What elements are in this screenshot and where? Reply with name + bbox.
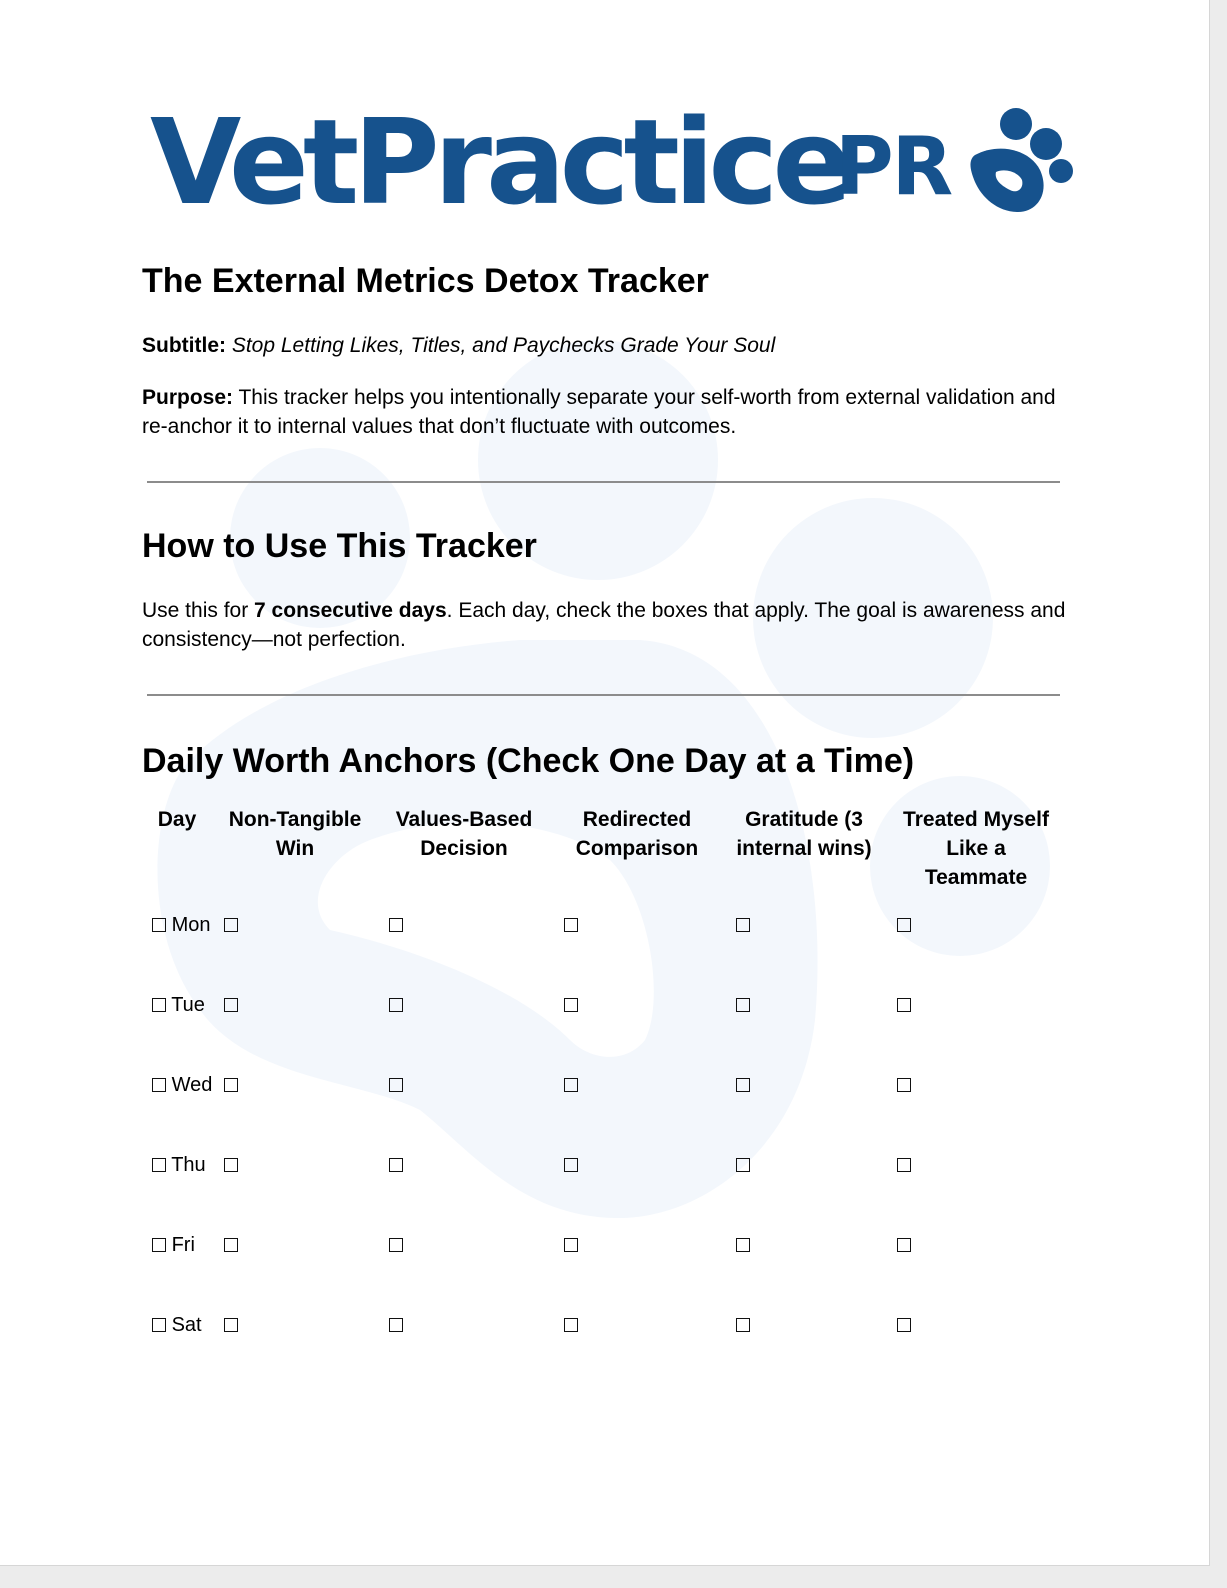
tracker-cell bbox=[224, 1231, 238, 1260]
anchor-checkbox[interactable] bbox=[564, 1238, 578, 1252]
tracker-cell bbox=[736, 1311, 750, 1340]
how-to-paragraph bbox=[142, 596, 1072, 654]
day-cell-mon bbox=[152, 911, 218, 940]
anchor-checkbox[interactable] bbox=[389, 918, 403, 932]
anchor-checkbox[interactable] bbox=[389, 998, 403, 1012]
tracker-cell bbox=[564, 1231, 578, 1260]
anchor-checkbox[interactable] bbox=[897, 998, 911, 1012]
how-to-text-before: Use this for bbox=[142, 599, 255, 622]
tracker-cell bbox=[224, 1151, 238, 1180]
tracker-cell bbox=[897, 911, 911, 940]
column-header-gratitude: Gratitude (3 internal wins) bbox=[736, 808, 872, 860]
anchor-checkbox[interactable] bbox=[389, 1158, 403, 1172]
tracker-cell bbox=[736, 1151, 750, 1180]
page-title: The External Metrics Detox Tracker bbox=[142, 262, 709, 300]
tracker-cell bbox=[736, 991, 750, 1020]
tracker-cell bbox=[564, 1071, 578, 1100]
anchor-checkbox[interactable] bbox=[224, 1078, 238, 1092]
anchor-checkbox[interactable] bbox=[564, 1318, 578, 1332]
subtitle-label: Subtitle: bbox=[142, 334, 226, 357]
anchor-checkbox[interactable] bbox=[897, 918, 911, 932]
tracker-cell bbox=[897, 1231, 911, 1260]
anchor-checkbox[interactable] bbox=[736, 998, 750, 1012]
vetpracticepro-logo bbox=[150, 93, 1065, 231]
day-label: Thu bbox=[171, 1154, 206, 1176]
tracker-cell bbox=[897, 991, 911, 1020]
subtitle-line bbox=[142, 331, 775, 360]
paw-icon bbox=[960, 100, 1080, 220]
tracker-cell bbox=[897, 1151, 911, 1180]
day-label: Sat bbox=[171, 1314, 202, 1336]
anchor-checkbox[interactable] bbox=[224, 1158, 238, 1172]
how-to-text-after: . Each day, check the boxes that apply. The goal is awareness and consistency—not perfection. bbox=[142, 599, 1066, 651]
column-header-non-tangible-win: Non-Tangible Win bbox=[228, 808, 362, 860]
purpose-text: This tracker helps you intentionally separate your self-worth from external validation and re-anchor it to internal values that don’t fluctuate with outcomes. bbox=[142, 386, 1056, 438]
tracker-cell bbox=[736, 1231, 750, 1260]
anchor-checkbox[interactable] bbox=[389, 1318, 403, 1332]
tracker-cell bbox=[564, 991, 578, 1020]
day-checkbox[interactable] bbox=[152, 1318, 166, 1332]
day-label: Wed bbox=[171, 1074, 213, 1096]
anchor-checkbox[interactable] bbox=[736, 1238, 750, 1252]
tracker-cell bbox=[389, 1151, 403, 1180]
anchor-checkbox[interactable] bbox=[897, 1318, 911, 1332]
anchor-checkbox[interactable] bbox=[897, 1078, 911, 1092]
tracker-cell bbox=[224, 911, 238, 940]
tracker-cell bbox=[389, 1071, 403, 1100]
anchor-checkbox[interactable] bbox=[564, 1078, 578, 1092]
horizontal-rule bbox=[147, 481, 1060, 483]
day-checkbox[interactable] bbox=[152, 918, 166, 932]
day-cell-tue bbox=[152, 991, 218, 1020]
day-checkbox[interactable] bbox=[152, 1078, 166, 1092]
anchor-checkbox[interactable] bbox=[736, 1078, 750, 1092]
anchor-checkbox[interactable] bbox=[736, 1158, 750, 1172]
tracker-cell bbox=[736, 911, 750, 940]
day-label: Tue bbox=[171, 994, 205, 1016]
purpose-label: Purpose: bbox=[142, 386, 234, 409]
day-label: Fri bbox=[171, 1234, 195, 1256]
tracker-heading: Daily Worth Anchors (Check One Day at a Time) bbox=[142, 742, 915, 780]
tracker-cell bbox=[224, 991, 238, 1020]
how-to-emphasis: 7 consecutive days bbox=[254, 599, 447, 622]
day-cell-wed bbox=[152, 1071, 218, 1100]
day-cell-sat bbox=[152, 1311, 218, 1340]
tracker-cell bbox=[389, 1231, 403, 1260]
tracker-cell bbox=[224, 1311, 238, 1340]
day-label: Mon bbox=[171, 914, 211, 936]
column-header-day: Day bbox=[157, 808, 197, 831]
tracker-cell bbox=[224, 1071, 238, 1100]
day-checkbox[interactable] bbox=[152, 1238, 166, 1252]
column-header-values-based-decision: Values-Based Decision bbox=[395, 808, 533, 860]
horizontal-rule bbox=[147, 694, 1060, 696]
column-header-treated-myself: Treated Myself Like a Teammate bbox=[903, 808, 1049, 889]
anchor-checkbox[interactable] bbox=[389, 1078, 403, 1092]
purpose-paragraph bbox=[142, 383, 1072, 441]
anchor-checkbox[interactable] bbox=[736, 918, 750, 932]
anchor-checkbox[interactable] bbox=[564, 1158, 578, 1172]
subtitle-text: Stop Letting Likes, Titles, and Paychecks Grade Your Soul bbox=[231, 334, 776, 357]
how-to-heading: How to Use This Tracker bbox=[142, 527, 537, 565]
day-checkbox[interactable] bbox=[152, 998, 166, 1012]
day-cell-thu bbox=[152, 1151, 218, 1180]
anchor-checkbox[interactable] bbox=[736, 1318, 750, 1332]
day-cell-fri bbox=[152, 1231, 218, 1260]
tracker-cell bbox=[564, 1151, 578, 1180]
anchor-checkbox[interactable] bbox=[224, 918, 238, 932]
anchor-checkbox[interactable] bbox=[897, 1158, 911, 1172]
anchor-checkbox[interactable] bbox=[389, 1238, 403, 1252]
anchor-checkbox[interactable] bbox=[224, 998, 238, 1012]
tracker-cell bbox=[736, 1071, 750, 1100]
tracker-cell bbox=[897, 1311, 911, 1340]
tracker-cell bbox=[389, 911, 403, 940]
anchor-checkbox[interactable] bbox=[564, 998, 578, 1012]
tracker-cell bbox=[897, 1071, 911, 1100]
tracker-cell bbox=[564, 911, 578, 940]
tracker-cell bbox=[389, 1311, 403, 1340]
anchor-checkbox[interactable] bbox=[224, 1318, 238, 1332]
logo-wordmark: VetPractice bbox=[150, 93, 847, 231]
tracker-cell bbox=[389, 991, 403, 1020]
day-checkbox[interactable] bbox=[152, 1158, 166, 1172]
logo-pr-visible: PR bbox=[835, 120, 952, 213]
tracker-cell bbox=[564, 1311, 578, 1340]
column-header-redirected-comparison: Redirected Comparison bbox=[575, 808, 699, 860]
anchor-checkbox[interactable] bbox=[564, 918, 578, 932]
anchor-checkbox[interactable] bbox=[897, 1238, 911, 1252]
anchor-checkbox[interactable] bbox=[224, 1238, 238, 1252]
